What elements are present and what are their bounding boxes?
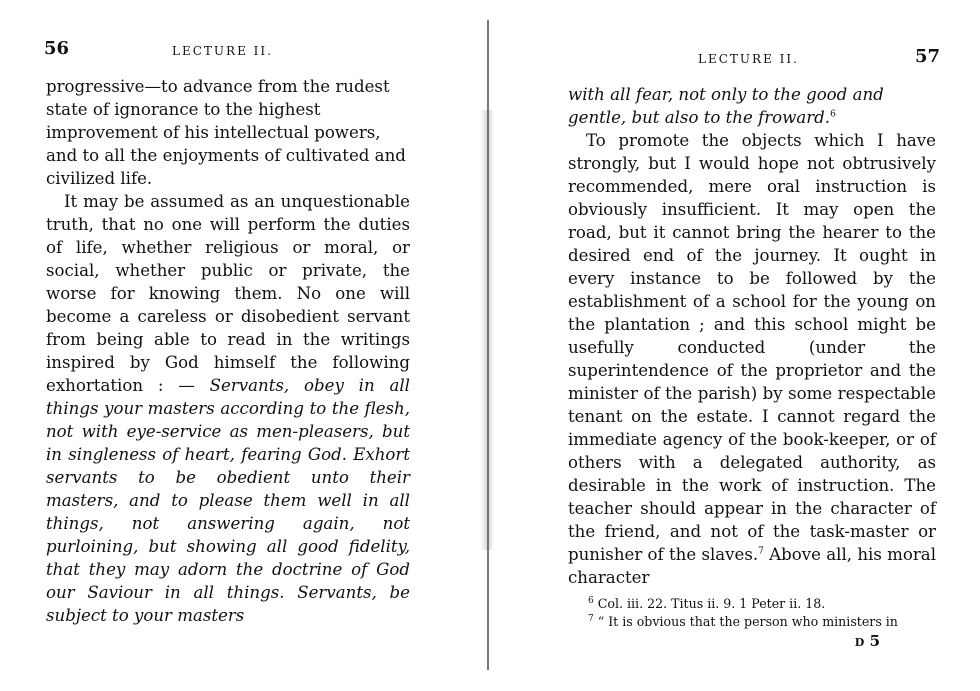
book-gutter [480,20,496,670]
scripture-quote: Servants, obey in all things your masters according to the flesh, not with eye-service as men-pleasers, but in singleness of heart, fearing God. Exhort servants to be obedient unto their masters, and to please them well in all things, not answering again, not purloining, but showing all good fidelity, that they may adorn the doctrine of God our Saviour in all things. Servants, be subject to your masters [46,376,410,625]
footnote-ref[interactable]: 7 [758,546,764,557]
paragraph: progressive—to advance from the rudest state of ignorance to the highest improvement of his intellectual powers, and to all the enjoyments of cultivated and civilized life. [46,77,406,188]
footnote-text: Col. iii. 22. Titus ii. 9. 1 Peter ii. 18. [597,596,826,611]
signature-letter: D [854,636,865,649]
left-page [0,0,470,691]
paragraph-text: To promote the objects which I have strongly, but I would hope not obtrusively recommended, mere oral instruction is obviously insufficient. It may open the road, but it cannot bring the hearer to the desired end of the journey. It ought in every instance to be followed by the establishment of a school for the young on the plantation ; and this school might be usefully conducted (under the superintendence of the proprietor and the minister of the parish) by some respectable tenant on the estate. I cannot regard the immediate agency of the book-keeper, or of others with a delegated authority, as desirable in the work of instruction. The teacher should appear in the character of the friend, and not of the task-master or punisher of the slaves. [568,131,936,564]
paragraph [568,129,936,589]
signature-number: 5 [869,632,880,650]
signature-mark [855,632,880,650]
body-text [46,75,410,627]
page-number: 56 [44,38,70,59]
paragraph-roman-text: It may be assumed as an unquestionable truth, that no one will perform the duties of life, whether religious or moral, or social, whether public or private, the worse for knowing them. No one will become a careless or disobedient servant from being able to read in the writings inspired by God himself the following exhortation : — [46,192,410,395]
paragraph-text-continued: Above all, his moral character [568,545,937,587]
paragraph [568,83,936,129]
right-page [495,0,980,691]
running-head: LECTURE II. [172,44,273,58]
page-number: 57 [914,46,940,67]
body-text [568,83,936,589]
footnote [588,594,938,614]
footnote [588,612,938,632]
gutter-fold [487,20,489,670]
footnote-ref[interactable]: 6 [830,109,836,120]
scripture-quote: with all fear, not only to the good and gentle, but also to the froward. [568,85,884,127]
paragraph [46,190,410,627]
footnote-mark: 7 [588,613,594,624]
running-head: LECTURE II. [698,52,799,66]
footnote-mark: 6 [588,595,594,606]
footnote-text: “ It is obvious that the person who ministers in [597,614,898,629]
